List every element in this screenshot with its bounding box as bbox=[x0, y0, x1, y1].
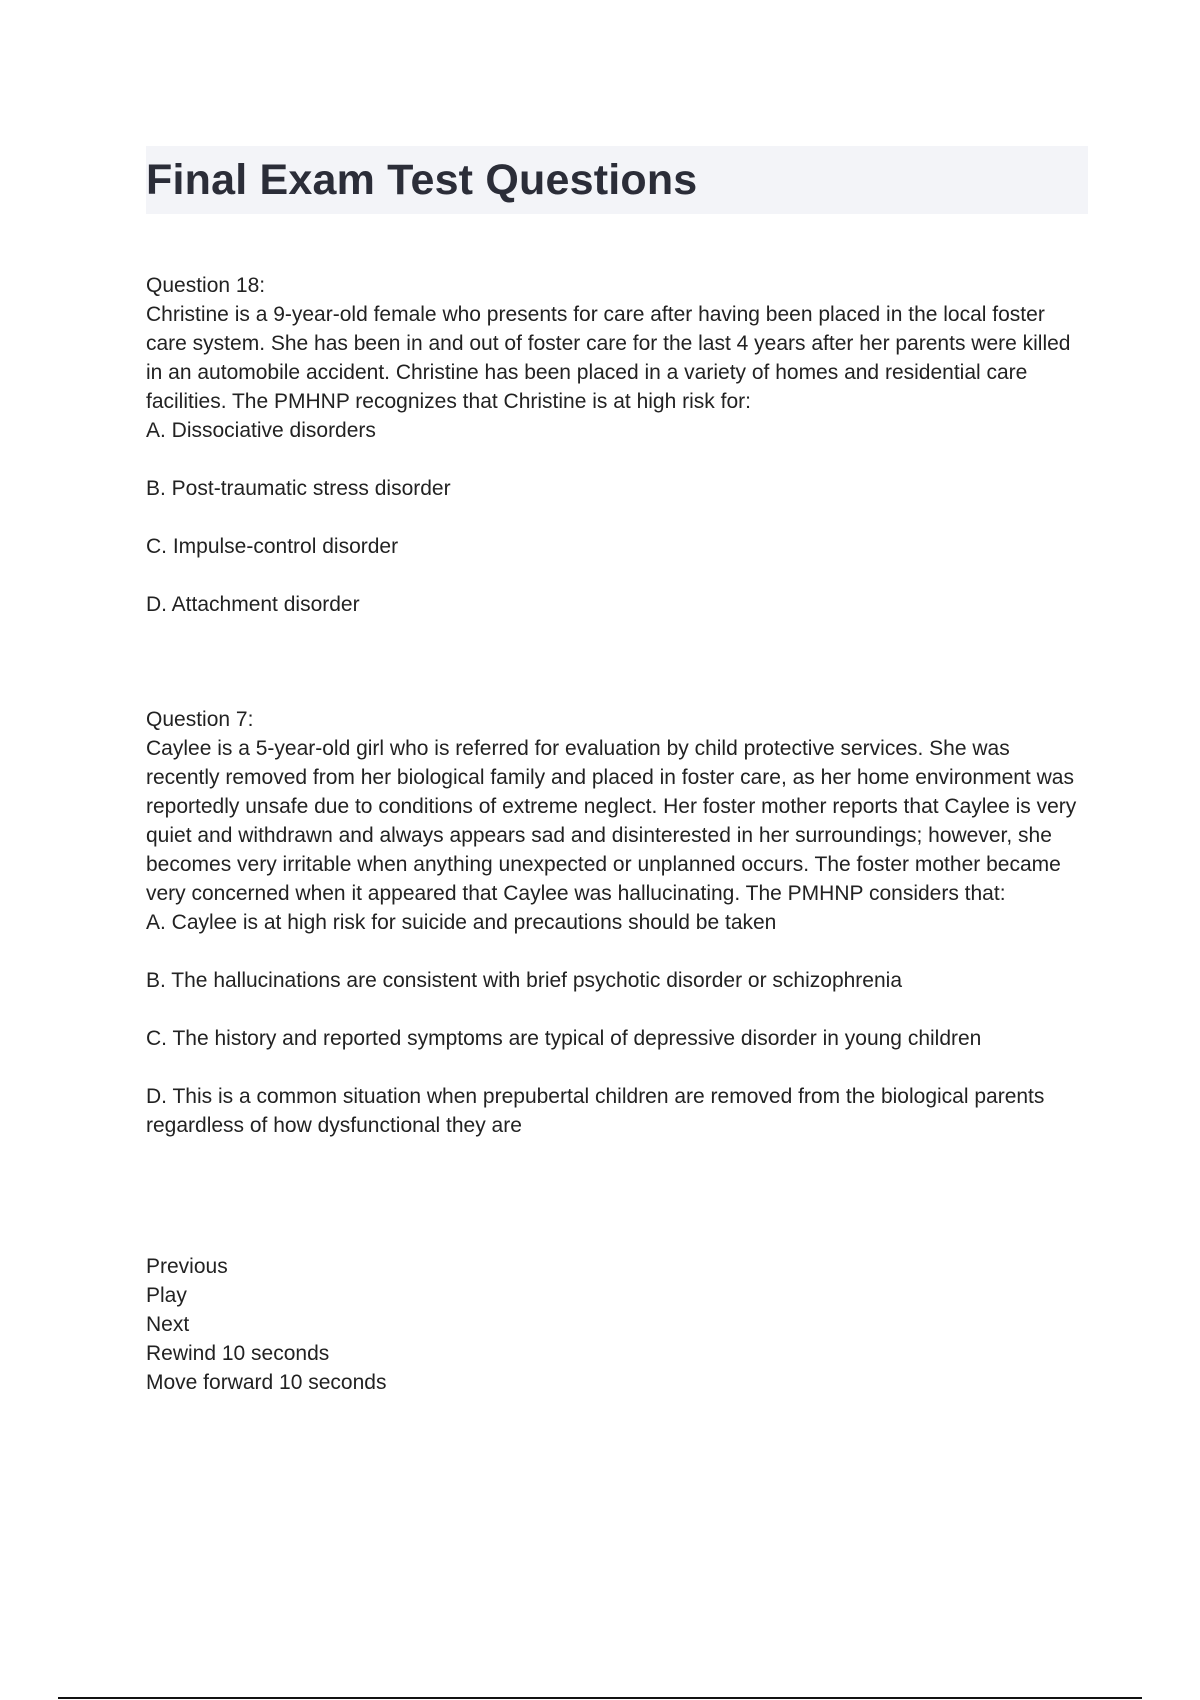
previous-button[interactable]: Previous bbox=[146, 1255, 228, 1278]
answer-options bbox=[146, 416, 1088, 619]
media-controls bbox=[146, 1252, 1088, 1397]
page-title: Final Exam Test Questions bbox=[146, 155, 698, 204]
question-label: Question 7: bbox=[146, 708, 254, 731]
title-banner bbox=[146, 146, 1088, 214]
rewind-10-button[interactable]: Rewind 10 seconds bbox=[146, 1342, 330, 1365]
forward-10-button[interactable]: Move forward 10 seconds bbox=[146, 1371, 387, 1394]
answer-option-c: C. Impulse-control disorder bbox=[146, 535, 399, 558]
answer-option-a: A. Dissociative disorders bbox=[146, 419, 376, 442]
answer-option-d: D. This is a common situation when prepubertal children are removed from the biological parents regardless of how dysfunctional they are bbox=[146, 1085, 1045, 1137]
question-text: Caylee is a 5-year-old girl who is referred for evaluation by child protective services. She was recently removed from her biological family and placed in foster care, as her home environment was reportedly unsafe due to conditions of extreme neglect. Her foster mother reports that Caylee is very quiet and withdrawn and always appears sad and disinterested in her surroundings; however, she becomes very irritable when anything unexpected or unplanned occurs. The foster mother became very concerned when it appeared that Caylee was hallucinating. The PMHNP considers that: bbox=[146, 737, 1077, 905]
question-label: Question 18: bbox=[146, 274, 266, 297]
footer-divider bbox=[58, 1697, 1142, 1699]
question-block bbox=[146, 271, 1088, 619]
answer-option-d: D. Attachment disorder bbox=[146, 593, 360, 616]
play-button[interactable]: Play bbox=[146, 1284, 187, 1307]
document-page bbox=[146, 146, 1088, 1397]
question-text: Christine is a 9-year-old female who presents for care after having been placed in the local foster care system. She has been in and out of foster care for the last 4 years after her parents were killed in an automobile accident. Christine has been placed in a variety of homes and residential care facilities. The PMHNP recognizes that Christine is at high risk for: bbox=[146, 303, 1071, 413]
answer-options bbox=[146, 908, 1088, 1140]
answer-option-c: C. The history and reported symptoms are typical of depressive disorder in young children bbox=[146, 1027, 982, 1050]
next-button[interactable]: Next bbox=[146, 1313, 190, 1336]
answer-option-b: B. The hallucinations are consistent with brief psychotic disorder or schizophrenia bbox=[146, 969, 902, 992]
question-block bbox=[146, 705, 1088, 1140]
answer-option-a: A. Caylee is at high risk for suicide and precautions should be taken bbox=[146, 911, 777, 934]
answer-option-b: B. Post-traumatic stress disorder bbox=[146, 477, 451, 500]
